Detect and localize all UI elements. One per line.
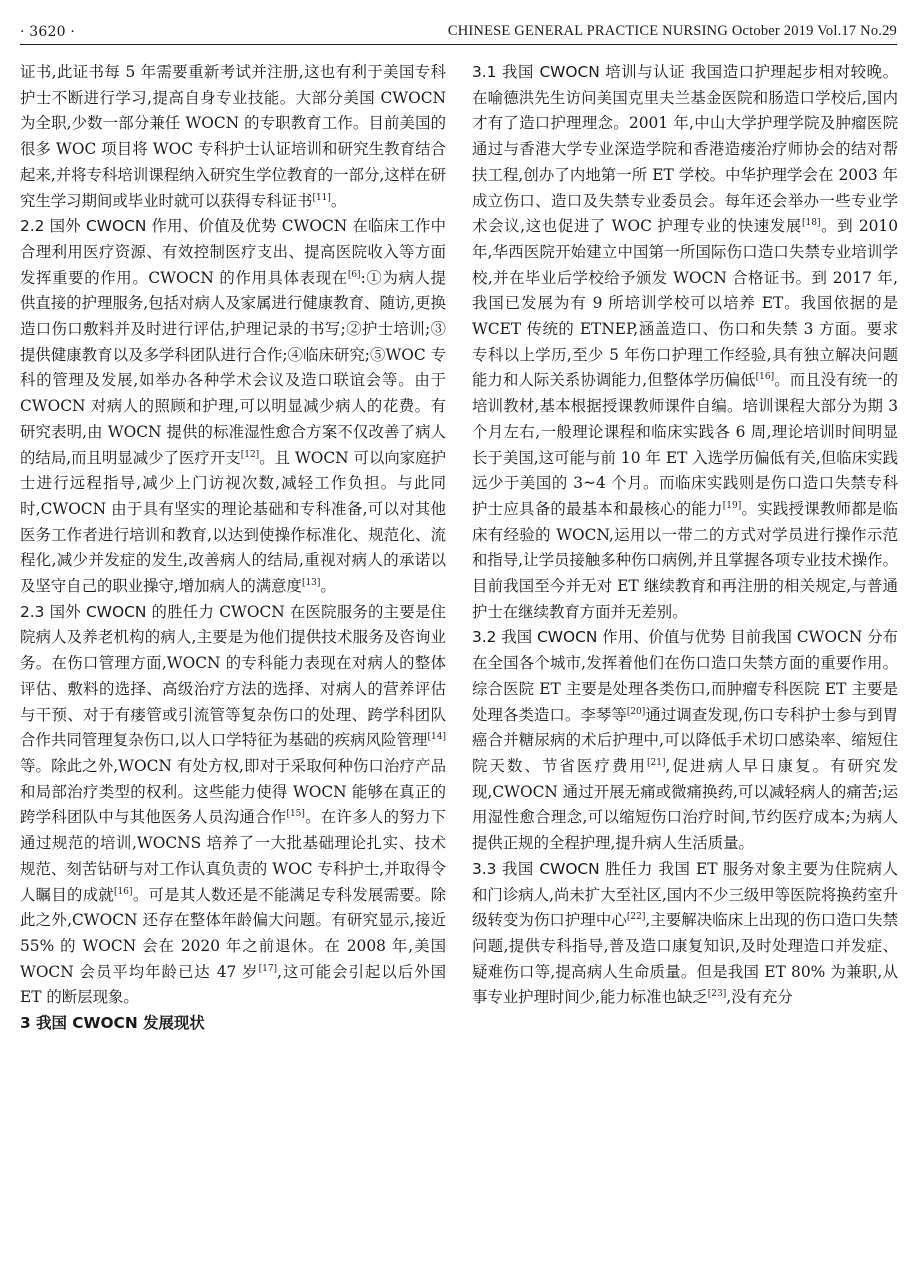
citation: [21]: [647, 757, 666, 768]
citation: [22]: [626, 912, 646, 923]
page-number: · 3620 ·: [20, 24, 76, 40]
section-3-2: 3.2 我国 CWOCN 作用、价值与优势 目前我国 CWOCN 分布在全国各个城市,发挥着他们在伤口造口失禁方面的重要作用。综合医院 ET 主要是处理各类伤口,而肿瘤专科医院 ET 主要是处理各类造口。李琴等[20]通过调查发现,伤口专科护士参与到胃癌合并糖尿病的术后护理中,可以降低手术切口感染率、缩短住院天数、节省医疗费用[21],促进病人早日康复。有研究发现,CWOCN 通过开展无痛或微痛换药,可以减轻病人的痛苦;运用湿性愈合理念,可以缩短伤口治疗时间,节约医疗成本;为病人提供正规的全程护理,提升病人生活质量。: [472, 628, 898, 853]
left-column: [20, 60, 446, 1037]
citation: [23]: [707, 989, 727, 1000]
right-column: [472, 60, 898, 1011]
citation: [14]: [427, 732, 446, 743]
section-heading: 3.1 我国 CWOCN 培训与认证: [472, 63, 686, 81]
section-heading: 3.2 我国 CWOCN 作用、价值与优势: [472, 628, 726, 647]
citation: [16]: [755, 372, 775, 383]
citation: [20]: [626, 706, 646, 717]
section-heading: 3.3 我国 CWOCN 胜任力: [472, 859, 654, 878]
citation: [6]: [347, 269, 361, 280]
citation: [16]: [114, 886, 133, 897]
citation: [17]: [258, 963, 278, 974]
section-2-2: 2.2 国外 CWOCN 作用、价值及优势 CWOCN 在临床工作中合理利用医疗资源、有效控制医疗支出、提高医院收入等方面发挥重要的作用。CWOCN 的作用具体表现在[6]:①为病人提供直接的护理服务,包括对病人及家属进行健康教育、随访,更换造口伤口敷料并及时进行评估,护理记录的书写;②护士培训;③提供健康教育以及多学科团队进行合作;④临床研究;⑤WOC 专科的管理及发展,如举办各种学术会议及造口联谊会等。由于 CWOCN 对病人的照顾和护理,可以明显减少病人的花费。有研究表明,由 WOCN 提供的标准湿性愈合方案不仅改善了病人的结局,而且明显减少了医疗开支[12]。且 WOCN 可以向家庭护士进行远程指导,减少上门访视次数,减轻工作负担。与此同时,CWOCN 由于具有坚实的理论基础和专科准备,可以对其他医务工作者进行培训和教育,以达到使操作标准化、规范化、流程化,减少并发症的发生,改善病人的结局,重视对病人的承诺以及坚守自己的职业操守,增加病人的满意度[13]。: [20, 217, 446, 596]
citation: [13]: [301, 578, 321, 589]
section-3-heading: 3 我国 CWOCN 发展现状: [20, 1014, 205, 1033]
page-header: [20, 14, 897, 40]
header-rule: [20, 44, 897, 45]
section-2-3: 2.3 国外 CWOCN 的胜任力 CWOCN 在医院服务的主要是住院病人及养老机构的病人,主要是为他们提供技术服务及咨询业务。在伤口管理方面,WOCN 的专科能力表现在对病人的整体评估、敷料的选择、高级治疗方法的选择、对病人的营养评估与干预、对于有瘘管或引流管等复杂伤口的处理、跨学科团队合作共同管理复杂伤口,以人口学特征为基础的疾病风险管理[14]等。除此之外,WOCN 有处方权,即对于采取何种伤口治疗产品和局部治疗类型的权利。这些能力使得 WOCN 能够在真正的跨学科团队中与其他医务人员沟通合作[15]。在许多人的努力下通过规范的培训,WOCNS 培养了一大批基础理论扎实、技术规范、刻苦钻研与对工作认真负责的 WOC 专科护士,并取得令人瞩目的成就[16]。可是其人数还是不能满足专科发展需要。除此之外,CWOCN 还存在整体年龄偏大问题。有研究显示,接近 55% 的 WOCN 会在 2020 年之前退休。在 2008 年,美国 WOCN 会员平均年龄已达 47 岁[17],这可能会引起以后外国 ET 的断层现象。: [20, 602, 446, 1007]
section-3-3: 3.3 我国 CWOCN 胜任力 我国 ET 服务对象主要为住院病人和门诊病人,尚未扩大至社区,国内不少三级甲等医院将换药室升级转变为伤口护理中心[22],主要解决临床上出现的伤口造口失禁问题,提供专科指导,普及造口康复知识,及时处理造口并发症、疑难伤口等,提高病人生命质量。但是我国 ET 80% 为兼职,从事专业护理时间少,能力标准也缺乏[23],没有充分: [472, 859, 898, 1007]
citation: [19]: [722, 500, 742, 511]
journal-info: CHINESE GENERAL PRACTICE NURSING October 2019 Vol.17 No.29: [447, 23, 897, 39]
section-heading: 2.3 国外 CWOCN 的胜任力: [20, 602, 215, 621]
citation: [18]: [801, 218, 821, 229]
citation: [15]: [286, 809, 305, 820]
section-heading: 2.2 国外 CWOCN 作用、价值及优势: [20, 217, 277, 236]
paragraph-certification: 证书,此证书每 5 年需要重新考试并注册,这也有利于美国专科护士不断进行学习,提高自身专业技能。大部分美国 CWOCN 为全职,少数一部分兼任 WOCN 的专职教育工作。目前美国的很多 WOC 项目将 WOC 专科护士认证培训和研究生教育结合起来,并将专科培训课程纳入研究生学位教育的一部分,这样在研究生学习期间或毕业时就可以获得专科证书[11]。: [20, 63, 446, 210]
citation: [11]: [312, 192, 331, 203]
section-3-1: 3.1 我国 CWOCN 培训与认证 我国造口护理起步相对较晚。在喻德洪先生访问美国克里夫兰基金医院和肠造口学校后,国内才有了造口护理理念。2001 年,中山大学护理学院及肿瘤医院通过与香港大学专业深造学院和香港造瘘治疗师协会的结对帮扶工程,创办了内地第一所 ET 学校。中华护理学会在 2003 年成立伤口、造口及失禁专业委员会。每年还会举办一些专业学术会议,这也促进了 WOC 护理专业的快速发展[18]。到 2010 年,华西医院开始建立中国第一所国际伤口造口失禁专业培训学校,并在毕业后学校给予颁发 WOCN 合格证书。到 2017 年,我国已发展为有 9 所培训学校可以培养 ET。我国依据的是 WCET 传统的 ETNEP,涵盖造口、伤口和失禁 3 方面。要求专科以上学历,至少 5 年伤口护理工作经验,具有独立解决问题能力和人际关系协调能力,但整体学历偏低[16]。而且没有统一的培训教材,基本根据授课教师课件自编。培训课程大部分为期 3 个月左右,一般理论课程和临床实践各 6 周,理论培训时间明显长于美国,这可能与前 10 年 ET 入选学历偏低有关,但临床实践远少于美国的 3~4 个月。而临床实践则是伤口造口失禁专科护士应具备的最基本和最核心的能力[19]。实践授课教师都是临床有经验的 WOCN,运用以一带二的方式对学员进行操作示范和指导,让学员接触多种伤口病例,并且掌握各项专业技术操作。目前我国至今并无对 ET 继续教育和再注册的相关规定,与普通护士在继续教育方面并无差别。: [472, 63, 899, 621]
citation: [12]: [240, 449, 260, 460]
